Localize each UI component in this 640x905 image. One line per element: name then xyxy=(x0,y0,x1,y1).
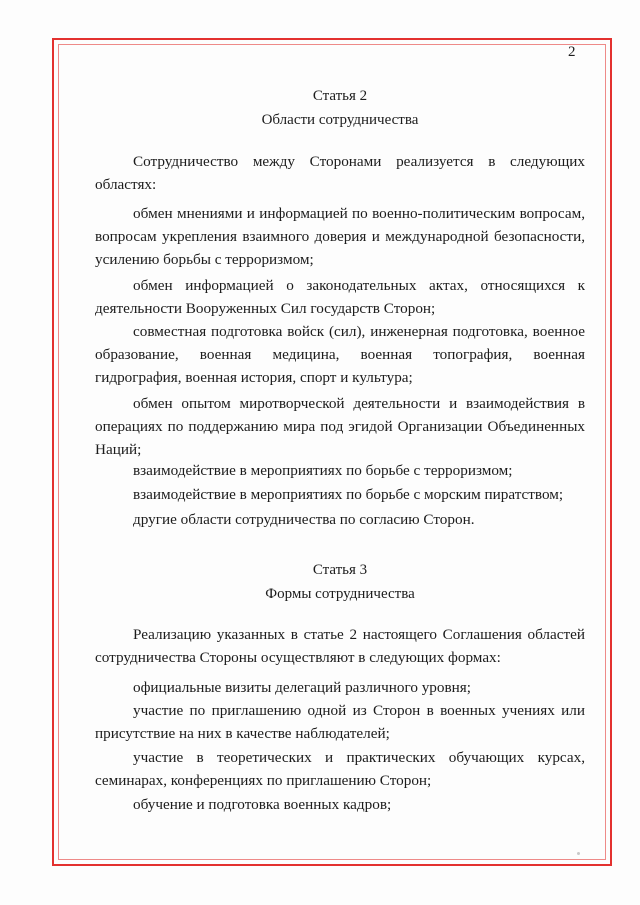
article-3-title: Статья 3 xyxy=(312,562,368,578)
paragraph-line: взаимодействие в мероприятиях по борьбе с терроризмом; xyxy=(133,462,513,479)
paragraph-line: участие в теоретических и практических обучающих курсах, xyxy=(133,749,585,766)
paragraph-line: участие по приглашению одной из Сторон в военных учениях или xyxy=(133,702,585,719)
article2-paragraph xyxy=(95,320,585,390)
paragraph-line: гидрография, военная история, спорт и культура; xyxy=(95,369,413,387)
page-number: 2 xyxy=(568,44,576,60)
article3-paragraph xyxy=(95,793,585,816)
paragraph-line: деятельности Вооруженных Сил государств Сторон; xyxy=(95,300,436,318)
paragraph-line: официальные визиты делегаций различного уровня; xyxy=(133,679,471,696)
article3-paragraph xyxy=(95,746,585,792)
article-3-subtitle: Формы сотрудничества xyxy=(265,586,415,602)
paragraph-line: обмен опытом миротворческой деятельности и взаимодействия в xyxy=(133,395,585,412)
article3-paragraph xyxy=(95,623,585,669)
paragraph-line: Наций; xyxy=(95,441,142,459)
article2-paragraph xyxy=(95,392,585,462)
article3-paragraph xyxy=(95,676,585,699)
article-2-title: Статья 2 xyxy=(312,88,368,104)
paragraph-line: областях: xyxy=(95,176,157,194)
scan-speck xyxy=(577,852,580,855)
paragraph-line: операциях по поддержанию мира под эгидой Организации Объединенных xyxy=(95,418,585,436)
paragraph-line: присутствие на них в качестве наблюдателей; xyxy=(95,725,390,743)
article2-paragraph xyxy=(95,459,585,482)
article-2-subtitle: Области сотрудничества xyxy=(261,112,419,128)
paragraph-line: обмен мнениями и информацией по военно-политическим вопросам, xyxy=(133,205,585,222)
paragraph-line: обмен информацией о законодательных актах, относящихся к xyxy=(133,277,585,294)
paragraph-line: другие области сотрудничества по согласию Сторон. xyxy=(133,511,475,528)
paragraph-line: совместная подготовка войск (сил), инженерная подготовка, военное xyxy=(133,323,585,340)
paragraph-line: обучение и подготовка военных кадров; xyxy=(133,796,392,813)
paragraph-line: Реализацию указанных в статье 2 настоящего Соглашения областей xyxy=(133,626,585,643)
article2-paragraph xyxy=(95,508,585,531)
paragraph-line: взаимодействие в мероприятиях по борьбе с морским пиратством; xyxy=(133,486,564,503)
article2-paragraph xyxy=(95,483,585,506)
paragraph-line: Сотрудничество между Сторонами реализуется в следующих xyxy=(133,153,585,170)
paragraph-line: семинарах, конференциях по приглашению Сторон; xyxy=(95,772,432,790)
paragraph-line: сотрудничества Стороны осуществляют в следующих формах: xyxy=(95,649,501,667)
article2-paragraph xyxy=(95,274,585,320)
article2-paragraph xyxy=(95,202,585,272)
paragraph-line: образование, военная медицина, военная топография, военная xyxy=(95,346,585,364)
paragraph-line: усилению борьбы с терроризмом; xyxy=(95,251,314,269)
paragraph-line: вопросам укрепления взаимного доверия и международной безопасности, xyxy=(95,228,585,246)
article3-paragraph xyxy=(95,699,585,745)
article2-paragraph xyxy=(95,150,585,196)
